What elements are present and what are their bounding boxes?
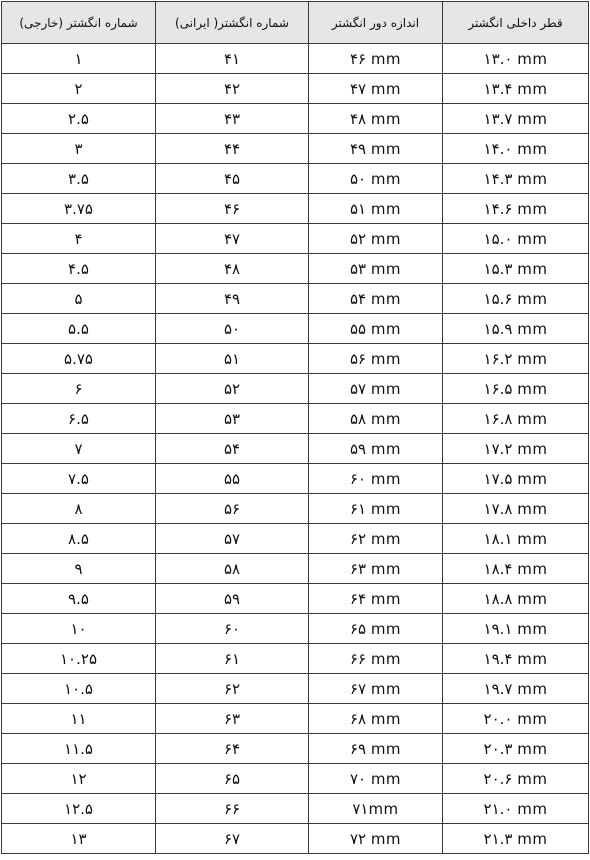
cell-iranian-size: ۵۷	[156, 524, 309, 554]
table-row	[2, 464, 589, 494]
cell-international-size: ۱۱	[2, 704, 156, 734]
cell-international-size: ۵.۷۵	[2, 344, 156, 374]
table-row	[2, 134, 589, 164]
table-row	[2, 734, 589, 764]
cell-international-size: ۸	[2, 494, 156, 524]
cell-iranian-size: ۵۳	[156, 404, 309, 434]
cell-iranian-size: ۵۵	[156, 464, 309, 494]
cell-iranian-size: ۵۹	[156, 584, 309, 614]
cell-international-size: ۱۰.۵	[2, 674, 156, 704]
cell-circumference: ۵۶ mm	[309, 344, 443, 374]
cell-inner-diameter: ۱۷.۵ mm	[443, 464, 589, 494]
cell-international-size: ۴.۵	[2, 254, 156, 284]
cell-international-size: ۱۱.۵	[2, 734, 156, 764]
table-row	[2, 524, 589, 554]
cell-inner-diameter: ۱۹.۴ mm	[443, 644, 589, 674]
cell-iranian-size: ۵۶	[156, 494, 309, 524]
cell-inner-diameter: ۲۱.۳ mm	[443, 824, 589, 854]
cell-iranian-size: ۴۶	[156, 194, 309, 224]
cell-iranian-size: ۵۴	[156, 434, 309, 464]
cell-circumference: ۶۱ mm	[309, 494, 443, 524]
cell-international-size: ۱۲.۵	[2, 794, 156, 824]
cell-circumference: ۶۹ mm	[309, 734, 443, 764]
ring-size-table	[1, 1, 589, 854]
table-row	[2, 764, 589, 794]
cell-international-size: ۷.۵	[2, 464, 156, 494]
table-row	[2, 494, 589, 524]
cell-inner-diameter: ۲۰.۰ mm	[443, 704, 589, 734]
cell-iranian-size: ۴۵	[156, 164, 309, 194]
cell-inner-diameter: ۱۹.۱ mm	[443, 614, 589, 644]
table-row	[2, 434, 589, 464]
table-row	[2, 104, 589, 134]
table-row	[2, 344, 589, 374]
cell-iranian-size: ۴۲	[156, 74, 309, 104]
cell-inner-diameter: ۲۱.۰ mm	[443, 794, 589, 824]
cell-circumference: ۴۷ mm	[309, 74, 443, 104]
header-row	[2, 2, 589, 44]
cell-circumference: ۴۹ mm	[309, 134, 443, 164]
cell-iranian-size: ۶۵	[156, 764, 309, 794]
header-international-size: شماره انگشتر (خارجی)	[2, 2, 156, 44]
cell-inner-diameter: ۱۶.۵ mm	[443, 374, 589, 404]
table-row	[2, 284, 589, 314]
cell-inner-diameter: ۱۴.۰ mm	[443, 134, 589, 164]
cell-inner-diameter: ۱۴.۳ mm	[443, 164, 589, 194]
cell-circumference: ۶۵ mm	[309, 614, 443, 644]
cell-inner-diameter: ۱۸.۱ mm	[443, 524, 589, 554]
cell-inner-diameter: ۲۰.۶ mm	[443, 764, 589, 794]
cell-iranian-size: ۵۲	[156, 374, 309, 404]
cell-inner-diameter: ۱۸.۴ mm	[443, 554, 589, 584]
cell-circumference: ۷۰ mm	[309, 764, 443, 794]
cell-circumference: ۵۰ mm	[309, 164, 443, 194]
cell-circumference: ۵۸ mm	[309, 404, 443, 434]
cell-inner-diameter: ۱۳.۴ mm	[443, 74, 589, 104]
cell-circumference: ۵۳ mm	[309, 254, 443, 284]
cell-international-size: ۵.۵	[2, 314, 156, 344]
cell-international-size: ۷	[2, 434, 156, 464]
table-row	[2, 314, 589, 344]
cell-iranian-size: ۵۰	[156, 314, 309, 344]
cell-inner-diameter: ۱۵.۹ mm	[443, 314, 589, 344]
cell-international-size: ۱	[2, 44, 156, 74]
table-row	[2, 644, 589, 674]
cell-iranian-size: ۴۱	[156, 44, 309, 74]
cell-inner-diameter: ۲۰.۳ mm	[443, 734, 589, 764]
table-row	[2, 404, 589, 434]
cell-circumference: ۶۴ mm	[309, 584, 443, 614]
cell-circumference: ۷۲ mm	[309, 824, 443, 854]
cell-circumference: ۵۵ mm	[309, 314, 443, 344]
cell-international-size: ۱۲	[2, 764, 156, 794]
cell-inner-diameter: ۱۷.۲ mm	[443, 434, 589, 464]
table-row	[2, 794, 589, 824]
table-row	[2, 254, 589, 284]
cell-circumference: ۵۹ mm	[309, 434, 443, 464]
cell-iranian-size: ۶۴	[156, 734, 309, 764]
cell-international-size: ۸.۵	[2, 524, 156, 554]
cell-inner-diameter: ۱۶.۸ mm	[443, 404, 589, 434]
cell-iranian-size: ۴۹	[156, 284, 309, 314]
cell-international-size: ۹.۵	[2, 584, 156, 614]
cell-iranian-size: ۶۲	[156, 674, 309, 704]
cell-iranian-size: ۵۱	[156, 344, 309, 374]
table-row	[2, 194, 589, 224]
table-row	[2, 374, 589, 404]
cell-iranian-size: ۴۸	[156, 254, 309, 284]
header-circumference: اندازه دور انگشتر	[309, 2, 443, 44]
cell-iranian-size: ۴۳	[156, 104, 309, 134]
table-row	[2, 224, 589, 254]
cell-international-size: ۶.۵	[2, 404, 156, 434]
cell-iranian-size: ۴۷	[156, 224, 309, 254]
cell-international-size: ۹	[2, 554, 156, 584]
cell-international-size: ۶	[2, 374, 156, 404]
cell-inner-diameter: ۱۳.۷ mm	[443, 104, 589, 134]
cell-iranian-size: ۶۱	[156, 644, 309, 674]
cell-inner-diameter: ۱۵.۰ mm	[443, 224, 589, 254]
cell-circumference: ۶۳ mm	[309, 554, 443, 584]
cell-inner-diameter: ۱۸.۸ mm	[443, 584, 589, 614]
cell-inner-diameter: ۱۶.۲ mm	[443, 344, 589, 374]
cell-inner-diameter: ۱۳.۰ mm	[443, 44, 589, 74]
cell-circumference: ۴۶ mm	[309, 44, 443, 74]
table-row	[2, 554, 589, 584]
cell-iranian-size: ۴۴	[156, 134, 309, 164]
cell-international-size: ۴	[2, 224, 156, 254]
cell-circumference: ۵۱ mm	[309, 194, 443, 224]
cell-iranian-size: ۵۸	[156, 554, 309, 584]
cell-inner-diameter: ۱۷.۸ mm	[443, 494, 589, 524]
table-row	[2, 824, 589, 854]
table-row	[2, 584, 589, 614]
cell-circumference: ۵۲ mm	[309, 224, 443, 254]
table-row	[2, 44, 589, 74]
header-inner-diameter: قطر داخلی انگشتر	[443, 2, 589, 44]
table-row	[2, 164, 589, 194]
table-header	[2, 2, 589, 44]
cell-international-size: ۱۰.۲۵	[2, 644, 156, 674]
cell-circumference: ۶۸ mm	[309, 704, 443, 734]
cell-circumference: ۴۸ mm	[309, 104, 443, 134]
cell-circumference: ۵۷ mm	[309, 374, 443, 404]
cell-iranian-size: ۶۰	[156, 614, 309, 644]
cell-international-size: ۲	[2, 74, 156, 104]
header-iranian-size: شماره انگشتر( ایرانی)	[156, 2, 309, 44]
ring-size-table-container	[1, 1, 588, 854]
cell-circumference: ۶۲ mm	[309, 524, 443, 554]
table-row	[2, 74, 589, 104]
cell-inner-diameter: ۱۹.۷ mm	[443, 674, 589, 704]
cell-iranian-size: ۶۳	[156, 704, 309, 734]
cell-international-size: ۳.۵	[2, 164, 156, 194]
table-row	[2, 614, 589, 644]
cell-iranian-size: ۶۶	[156, 794, 309, 824]
cell-international-size: ۱۳	[2, 824, 156, 854]
cell-circumference: ۶۰ mm	[309, 464, 443, 494]
table-body	[2, 44, 589, 854]
cell-circumference: ۶۷ mm	[309, 674, 443, 704]
cell-international-size: ۳.۷۵	[2, 194, 156, 224]
table-row	[2, 704, 589, 734]
cell-international-size: ۱۰	[2, 614, 156, 644]
cell-inner-diameter: ۱۵.۳ mm	[443, 254, 589, 284]
cell-circumference: ۵۴ mm	[309, 284, 443, 314]
cell-international-size: ۵	[2, 284, 156, 314]
cell-inner-diameter: ۱۵.۶ mm	[443, 284, 589, 314]
cell-circumference: ۶۶ mm	[309, 644, 443, 674]
cell-inner-diameter: ۱۴.۶ mm	[443, 194, 589, 224]
cell-international-size: ۳	[2, 134, 156, 164]
cell-international-size: ۲.۵	[2, 104, 156, 134]
cell-iranian-size: ۶۷	[156, 824, 309, 854]
table-row	[2, 674, 589, 704]
cell-circumference: ۷۱mm	[309, 794, 443, 824]
